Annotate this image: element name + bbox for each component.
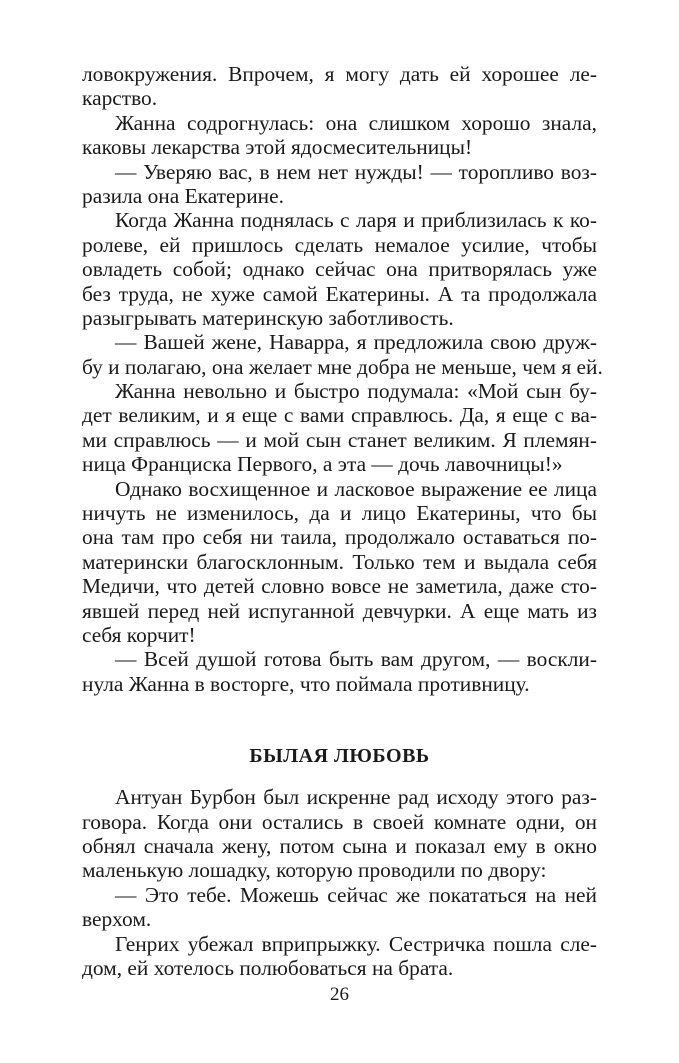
paragraph xyxy=(82,379,597,477)
text-line: овладеть собой; однако сейчас она притворялась уже xyxy=(82,257,597,282)
text-line: разыгрывать материнскую заботливость. xyxy=(82,305,454,330)
text-line: Когда Жанна поднялась с ларя и приблизилась к ко- xyxy=(115,208,597,233)
text-line: Антуан Бурбон был искренне рад исходу этого раз- xyxy=(115,785,597,810)
text-line: явшей перед ней испуганной девчурки. А еще мать из xyxy=(82,598,597,623)
paragraph xyxy=(82,111,597,160)
text-line: — Вашей жене, Наварра, я предложила свою друж- xyxy=(115,330,597,355)
paragraph xyxy=(82,160,597,209)
paragraph xyxy=(82,932,597,981)
text-line: матерински благосклонным. Только тем и выдала себя xyxy=(82,549,597,574)
text-line: обнял сначала жену, потом сына и показал ему в окно xyxy=(82,833,597,858)
text-line: себя корчит! xyxy=(82,622,196,647)
section-heading: БЫЛАЯ ЛЮБОВЬ xyxy=(249,745,430,768)
text-line: дет великим, и я еще с вами справлюсь. Да, я еще с ва- xyxy=(82,403,597,428)
paragraph xyxy=(82,477,597,648)
text-line: Жанна невольно и быстро подумала: «Мой сын бу- xyxy=(115,379,597,404)
paragraph xyxy=(82,330,603,379)
text-line: ми справлюсь — и мой сын станет великим. Я племян- xyxy=(82,427,597,452)
page-number: 26 xyxy=(330,984,349,1005)
text-line: — Это тебе. Можешь сейчас же покататься на ней xyxy=(115,882,597,907)
text-line: Жанна содрогнулась: она слишком хорошо знала, xyxy=(115,110,597,135)
text-line: Однако восхищенное и ласковое выражение ее лица xyxy=(115,476,597,501)
paragraph xyxy=(82,785,597,883)
text-line: говора. Когда они остались в своей комнате одни, он xyxy=(82,809,597,834)
text-line: ловокружения. Впрочем, я могу дать ей хорошее ле- xyxy=(82,62,597,86)
text-line: маленькую лошадку, которую проводили по двору: xyxy=(82,858,547,883)
text-line: карство. xyxy=(82,86,158,111)
text-before-heading xyxy=(82,62,603,696)
text-line: бу и полагаю, она желает мне добра не меньше, чем я ей. xyxy=(82,354,603,379)
text-line: нула Жанна в восторге, что поймала противницу. xyxy=(82,671,530,696)
paragraph xyxy=(82,62,597,111)
paragraph xyxy=(82,647,597,696)
text-line: Медичи, что детей словно вовсе не заметила, даже сто- xyxy=(82,574,597,599)
text-line: разила она Екатерине. xyxy=(82,183,284,208)
text-after-heading xyxy=(82,785,597,980)
text-line: ница Франциска Первого, а эта — дочь лавочницы!» xyxy=(82,452,563,477)
text-line: Генрих убежал вприпрыжку. Сестричка пошла сле- xyxy=(115,931,597,956)
text-line: она там про себя ни таила, продолжало оставаться по- xyxy=(82,525,597,550)
text-line: дом, ей хотелось полюбоваться на брата. xyxy=(82,955,454,980)
text-line: каковы лекарства этой ядосмесительницы! xyxy=(82,135,473,160)
page-body xyxy=(82,62,603,980)
text-line: без труда, не хуже самой Екатерины. А та продолжала xyxy=(82,281,597,306)
text-line: — Всей душой готова быть вам другом, — воскли- xyxy=(115,647,597,672)
text-line: ролеве, ей пришлось сделать немалое усилие, чтобы xyxy=(82,232,597,257)
paragraph xyxy=(82,208,597,330)
text-line: верхом. xyxy=(82,907,152,932)
text-line: — Уверяю вас, в нем нет нужды! — торопливо воз- xyxy=(115,159,597,184)
paragraph xyxy=(82,883,597,932)
text-line: ничуть не изменилось, да и лицо Екатерины, что бы xyxy=(82,501,597,526)
